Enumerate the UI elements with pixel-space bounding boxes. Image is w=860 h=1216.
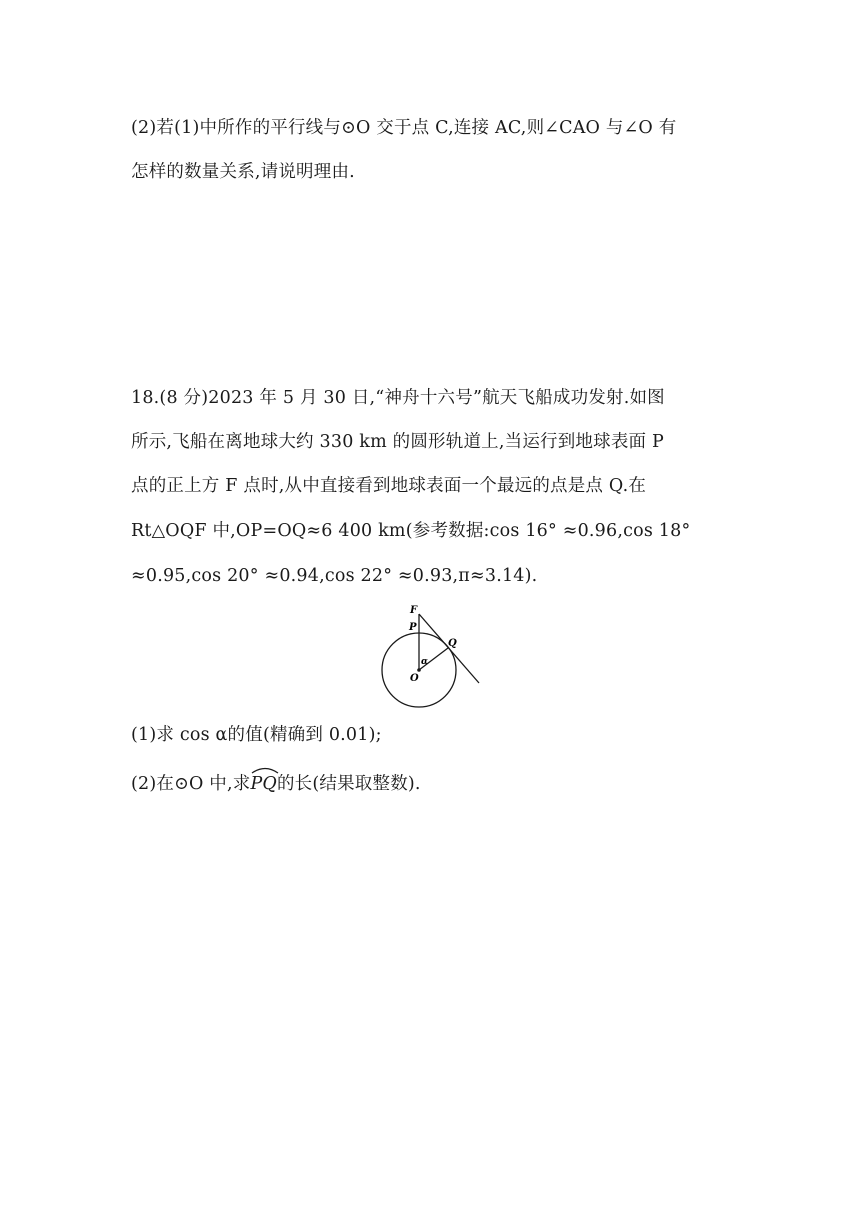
q18-line5: ≈0.95,cos 20° ≈0.94,cos 22° ≈0.93,π≈3.14). [131, 566, 538, 586]
q18-line2: 所示,飞船在离地球大约 330 km 的圆形轨道上,当运行到地球表面 P [131, 432, 664, 452]
q17-part2-line1: (2)若(1)中所作的平行线与⊙O 交于点 C,连接 AC,则∠CAO 与∠O 有 [131, 118, 677, 138]
label-p: P [409, 622, 417, 633]
q18-sub2-suffix: 的长(结果取整数). [276, 774, 421, 794]
q18-line1: 18.(8 分)2023 年 5 月 30 日,“神舟十六号”航天飞船成功发射.如图 [131, 388, 665, 408]
arc-pq [250, 772, 277, 796]
q18-line4: Rt△OQF 中,OP=OQ≈6 400 km(参考数据:cos 16° ≈0.96,cos 18° [131, 521, 691, 541]
center-point [417, 668, 421, 672]
q18-line3: 点的正上方 F 点时,从中直接看到地球表面一个最远的点是点 Q.在 [131, 476, 647, 496]
arc-mark [250, 766, 280, 774]
q18-sub1: (1)求 cos α的值(精确到 0.01); [131, 725, 382, 745]
arc-pq-text: PQ [250, 774, 277, 794]
q17-part2-line2: 怎样的数量关系,请说明理由. [131, 162, 355, 182]
label-alpha: α [421, 657, 428, 667]
q18-sub2-prefix: (2)在⊙O 中,求 [131, 774, 251, 794]
q18-sub2 [131, 772, 421, 796]
earth-orbit-figure [372, 600, 487, 712]
label-f: F [410, 605, 418, 616]
label-o: O [410, 673, 419, 684]
label-q: Q [448, 638, 457, 649]
